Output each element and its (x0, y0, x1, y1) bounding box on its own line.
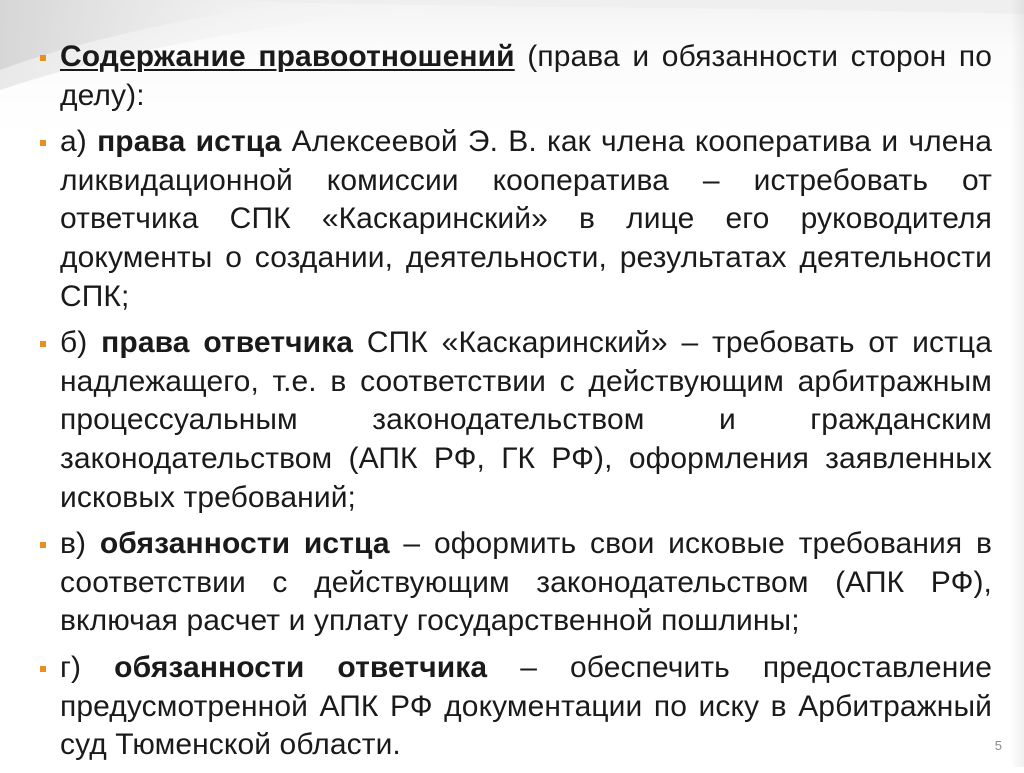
bullet-marker (40, 55, 46, 61)
list-item-defendant-duties (40, 649, 992, 765)
list-item-text: б) права ответчика СПК «Каскаринский» – требовать от истца надлежащего, т.е. в соответствии с действующим арбитражным процессуальным законодательством и гражданским законодательством (АПК РФ, ГК РФ), оформления заявленных исковых требований; (60, 326, 992, 514)
bullet-list (40, 38, 992, 773)
list-item-plaintiff-duties (40, 525, 992, 641)
heading-text: Содержание правоотношений (60, 40, 515, 73)
list-item-text: г) обязанности ответчика – обеспечить предоставление предусмотренной АПК РФ документации по иску в Арбитражный суд Тюменской области. (60, 650, 992, 762)
bullet-marker (40, 341, 46, 347)
list-item-defendant-rights (40, 324, 992, 517)
list-item-content (40, 38, 992, 115)
bullet-marker (40, 140, 46, 146)
list-item-text: а) права истца Алексеевой Э. В. как члена кооператива и члена ликвидационной комиссии кооператива – истребовать от ответчика СПК «Каскаринский» в лице его руководителя документы о создании, деятельности, результатах деятельности СПК; (60, 125, 992, 313)
bullet-marker (40, 666, 46, 672)
list-item-text: Содержание правоотношений (права и обязанности сторон по делу): (60, 40, 992, 112)
bullet-marker (40, 542, 46, 548)
page-number: 5 (994, 738, 1002, 753)
right-edge-shadow (1010, 0, 1024, 767)
list-item-text: в) обязанности истца – оформить свои исковые требования в соответствии с действующим законодательством (АПК РФ), включая расчет и уплату государственной пошлины; (60, 527, 992, 638)
list-item-plaintiff-rights (40, 123, 992, 316)
